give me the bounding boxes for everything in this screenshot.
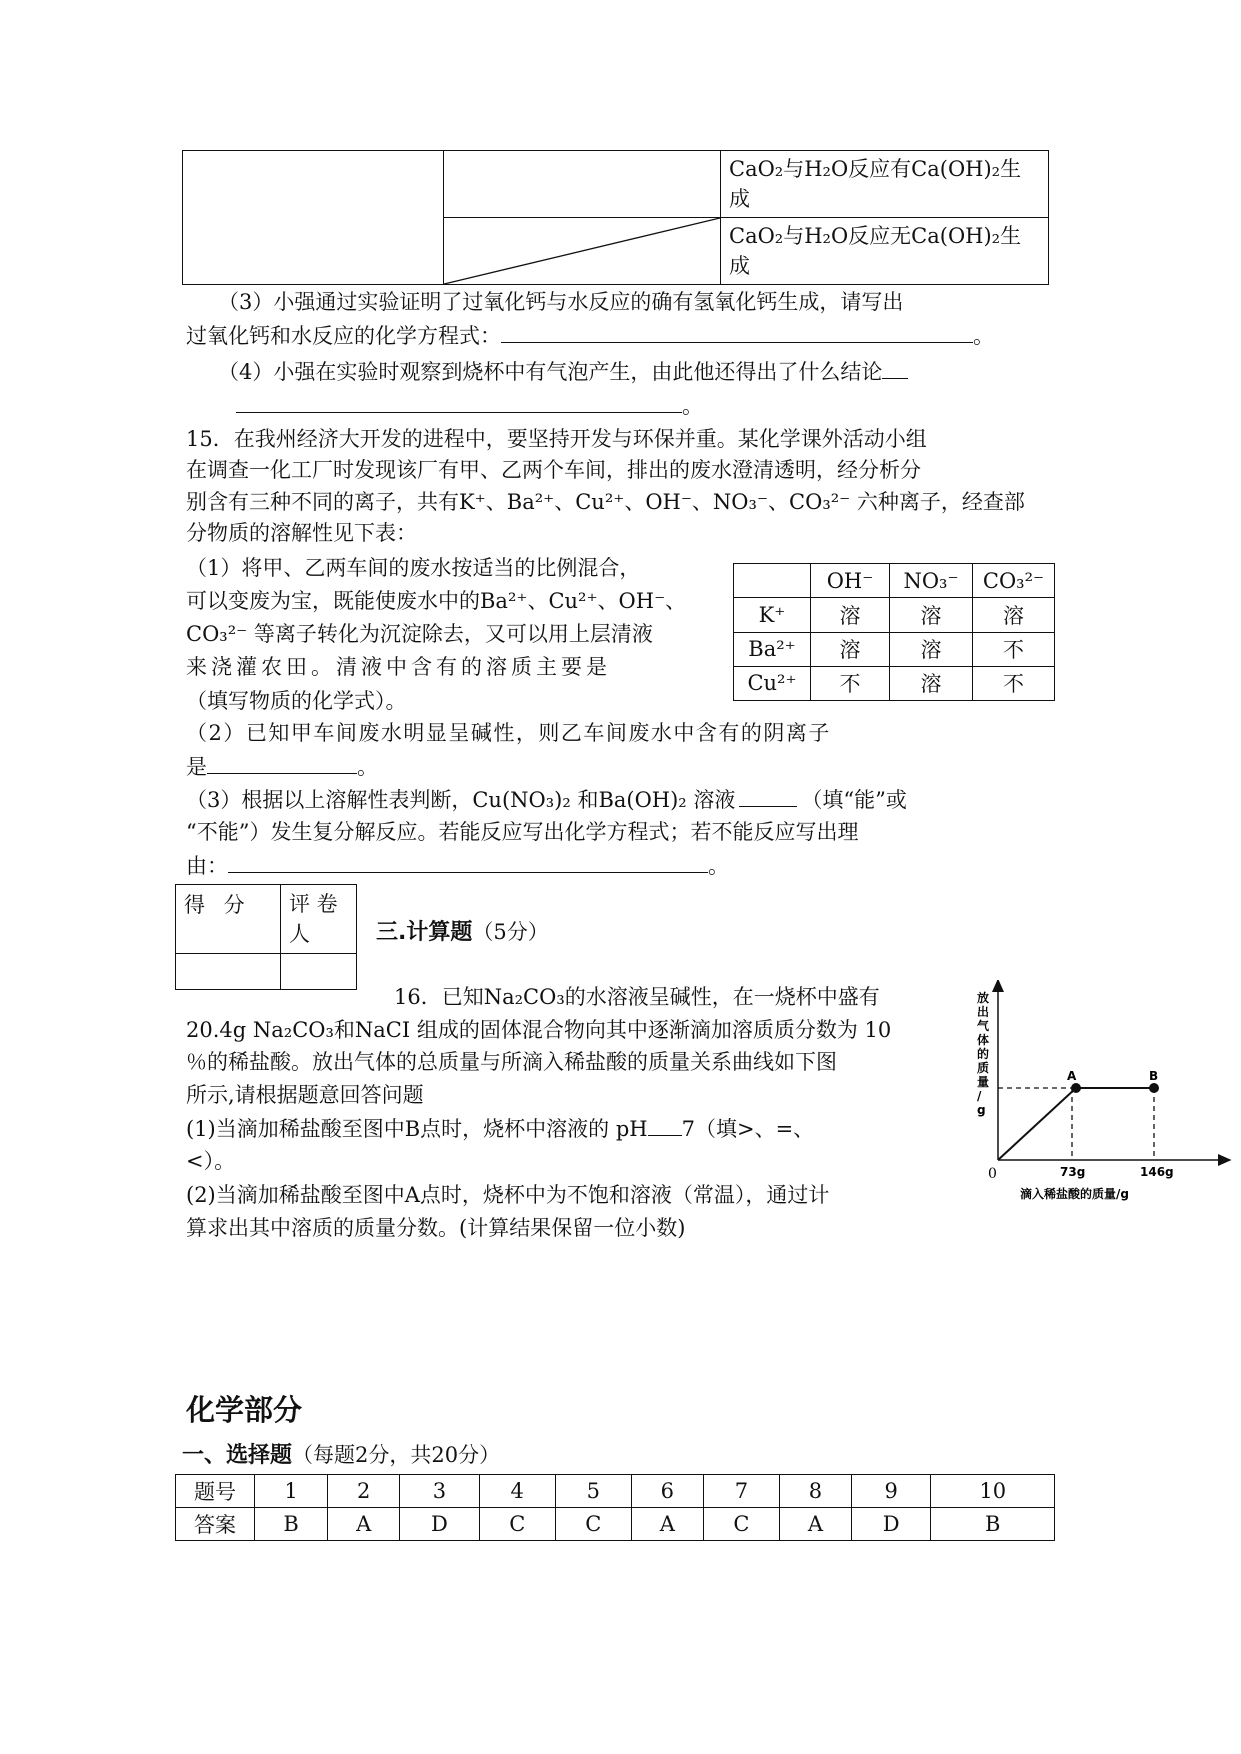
answer-table-no: 3 [400,1475,479,1508]
q16-part2-line1: (2)当滴加稀盐酸至图中A点时，烧杯中为不饱和溶液（常温），通过计 [186,1183,830,1207]
answer-blank[interactable] [882,356,908,379]
point-b [1149,1083,1159,1093]
table-cell-result-2: CaO₂与H₂O反应无Ca(OH)₂生成 [721,218,1049,285]
q16-line1: 16．已知Na₂CO₃的水溶液呈碱性，在一烧杯中盛有 [394,985,880,1009]
sol-header-no3: NO₃⁻ [890,564,973,598]
q14-part3-prompt: 过氧化钙和水反应的化学方程式： [186,324,501,348]
sol-cell: 不 [973,666,1055,700]
q15-intro-line2: 在调查一化工厂时发现该厂有甲、乙两个车间，排出的废水澄清透明，经分析分 [186,458,921,482]
answer-table-no: 6 [631,1475,703,1508]
answers-subsection-heading [182,1440,500,1471]
q14-part4-line1 [218,356,908,387]
q16-part1-line2: <）。 [186,1149,236,1173]
answer-table-no: 2 [328,1475,400,1508]
answer-table-no: 4 [479,1475,555,1508]
answer-blank[interactable] [501,320,973,343]
x-tick-73: 73g [1060,1165,1086,1179]
period: 。 [682,394,703,418]
answer-table-ans: D [851,1508,930,1541]
q16-part1-hint: 7（填>、=、 [681,1117,815,1141]
q15-intro-line3: 别含有三种不同的离子，共有K⁺、Ba²⁺、Cu²⁺、OH⁻、NO₃⁻、CO₃²⁻ 六种离子，经查部 [186,490,1025,514]
q15-intro-line1: 15．在我州经济大开发的进程中，要坚持开发与环保并重。某化学课外活动小组 [186,427,927,451]
y-axis-label-char: / [977,1089,982,1103]
q16-line2: 20.4g Na₂CO₃和NaCI 组成的固体混合物向其中逐渐滴加溶质质分数为 10 [186,1018,892,1042]
q14-part4-prompt: （4）小强在实验时观察到烧杯中有气泡产生，由此他还得出了什么结论 [218,360,883,384]
q14-part3-line1: （3）小强通过实验证明了过氧化钙与水反应的确有氢氧化钙生成，请写出 [218,290,904,314]
q14-part3-line2 [186,320,994,351]
sol-header-corner [734,564,811,598]
answer-table [175,1474,1055,1541]
sol-row-label: Ba²⁺ [734,632,811,666]
score-label: 得 分 [176,885,281,954]
point-a [1071,1083,1081,1093]
origin-label: 0 [988,1166,997,1182]
q15-part1-line3: CO₃²⁻ 等离子转化为沉淀除去，又可以用上层清液 [186,622,653,646]
q15-part1-line2: 可以变废为宝，既能使废水中的Ba²⁺、Cu²⁺、OH⁻、 [186,589,687,613]
answer-table-no: 1 [255,1475,328,1508]
sol-row-label: Cu²⁺ [734,666,811,700]
answer-table-ans: B [255,1508,328,1541]
sol-cell: 溶 [811,632,890,666]
diagonal-line [444,218,720,285]
q15-part2-prompt: 是 [186,755,207,779]
sol-header-oh: OH⁻ [811,564,890,598]
answer-table-no: 8 [779,1475,851,1508]
q15-part1-line1: （1）将甲、乙两车间的废水按适当的比例混合， [186,556,641,580]
answer-table-ans: A [779,1508,851,1541]
sol-header-co3: CO₃²⁻ [973,564,1055,598]
q16-part1-line1 [186,1113,814,1144]
answer-table-ans: C [555,1508,631,1541]
answer-table-ans: D [400,1508,479,1541]
sol-cell: 不 [973,632,1055,666]
y-axis-label-char: 的 [977,1047,990,1061]
y-axis-label-char: 量 [977,1075,990,1089]
point-b-label: B [1149,1069,1159,1083]
answer-table-header-no: 题号 [176,1475,255,1508]
q16-line4: 所示,请根据题意回答问题 [186,1083,424,1107]
q15-intro-line4: 分物质的溶解性见下表： [186,521,417,545]
q15-part1-line4: 来浇灌农田。清液中含有的溶质主要是 [186,655,611,679]
answer-table-no: 5 [555,1475,631,1508]
grader-input[interactable] [281,954,357,990]
answer-table-ans: A [631,1508,703,1541]
score-box [175,884,357,990]
q15-part3-reason-prompt: 由： [186,854,228,878]
y-axis-label [977,990,990,1117]
sol-row-label: K⁺ [734,598,811,632]
q15-part1-line5: （填写物质的化学式）。 [186,689,407,713]
answer-blank[interactable] [739,784,797,807]
series-line [998,1088,1154,1160]
y-axis-label-char: g [977,1103,986,1117]
period: 。 [357,755,378,779]
table-cell-empty [444,151,721,218]
answer-table-no: 7 [703,1475,779,1508]
x-axis-label: 滴入稀盐酸的质量/g [1020,1187,1129,1201]
sol-cell: 溶 [973,598,1055,632]
q15-part3-line2: “不能”）发生复分解反应。若能反应写出化学方程式；若不能反应写出理 [186,820,859,844]
answer-table-ans: C [479,1508,555,1541]
sol-cell: 溶 [811,598,890,632]
y-axis-label-char: 质 [977,1061,990,1075]
answer-blank[interactable] [236,390,682,413]
gas-mass-chart [968,980,1236,1205]
table-cell-result-1: CaO₂与H₂O反应有Ca(OH)₂生成 [721,151,1049,218]
period: 。 [973,324,994,348]
q16-part1-prompt: (1)当滴加稀盐酸至图中B点时，烧杯中溶液的 pH [186,1117,648,1141]
score-input[interactable] [176,954,281,990]
sol-cell: 不 [811,666,890,700]
table-cell-empty [183,151,444,285]
answer-table-no: 10 [931,1475,1055,1508]
section3-points: （5分） [472,920,549,944]
q14-part4-line2 [236,390,703,421]
sol-cell: 溶 [890,666,973,700]
q15-part3-line3 [186,850,729,881]
answer-blank[interactable] [648,1113,682,1136]
answers-subsection-note: （每题2分，共20分） [292,1443,501,1467]
experiment-table [182,150,1049,285]
period: 。 [708,854,729,878]
q16-part2-line2: 算求出其中溶质的质量分数。(计算结果保留一位小数) [186,1216,686,1240]
sol-cell: 溶 [890,598,973,632]
section3-title: 三.计算题 [376,920,473,945]
sol-cell: 溶 [890,632,973,666]
grader-label: 评 卷 人 [281,885,357,954]
q15-part2-line1: （2）已知甲车间废水明显呈碱性，则乙车间废水中含有的阴离子 [186,721,831,745]
section3-heading [376,917,549,948]
answer-table-no: 9 [851,1475,930,1508]
y-axis-label-char: 放 [977,991,990,1005]
y-axis-label-char: 体 [977,1033,990,1047]
answer-table-header-ans: 答案 [176,1508,255,1541]
answers-section-title: 化学部分 [186,1393,303,1427]
answer-table-ans: B [931,1508,1055,1541]
q16-line3: ％的稀盐酸。放出气体的总质量与所滴入稀盐酸的质量关系曲线如下图 [186,1050,837,1074]
point-a-label: A [1067,1069,1077,1083]
answer-table-ans: C [703,1508,779,1541]
answers-subsection-title: 一、选择题 [182,1443,293,1468]
q15-part3-prompt: （3）根据以上溶解性表判断，Cu(NO₃)₂ 和Ba(OH)₂ 溶液 [186,788,736,812]
y-axis-label-char: 出 [977,1005,990,1019]
y-axis-label-char: 气 [977,1019,990,1033]
q15-part3-line1 [186,784,907,815]
answer-table-ans: A [328,1508,400,1541]
q15-part3-hint: （填“能”或 [801,788,907,812]
solubility-table [733,563,1055,701]
table-cell-diagonal [444,218,721,285]
answer-blank[interactable] [207,751,357,774]
x-tick-146: 146g [1140,1165,1174,1179]
q15-part2-line2 [186,751,378,782]
answer-blank[interactable] [228,850,708,873]
